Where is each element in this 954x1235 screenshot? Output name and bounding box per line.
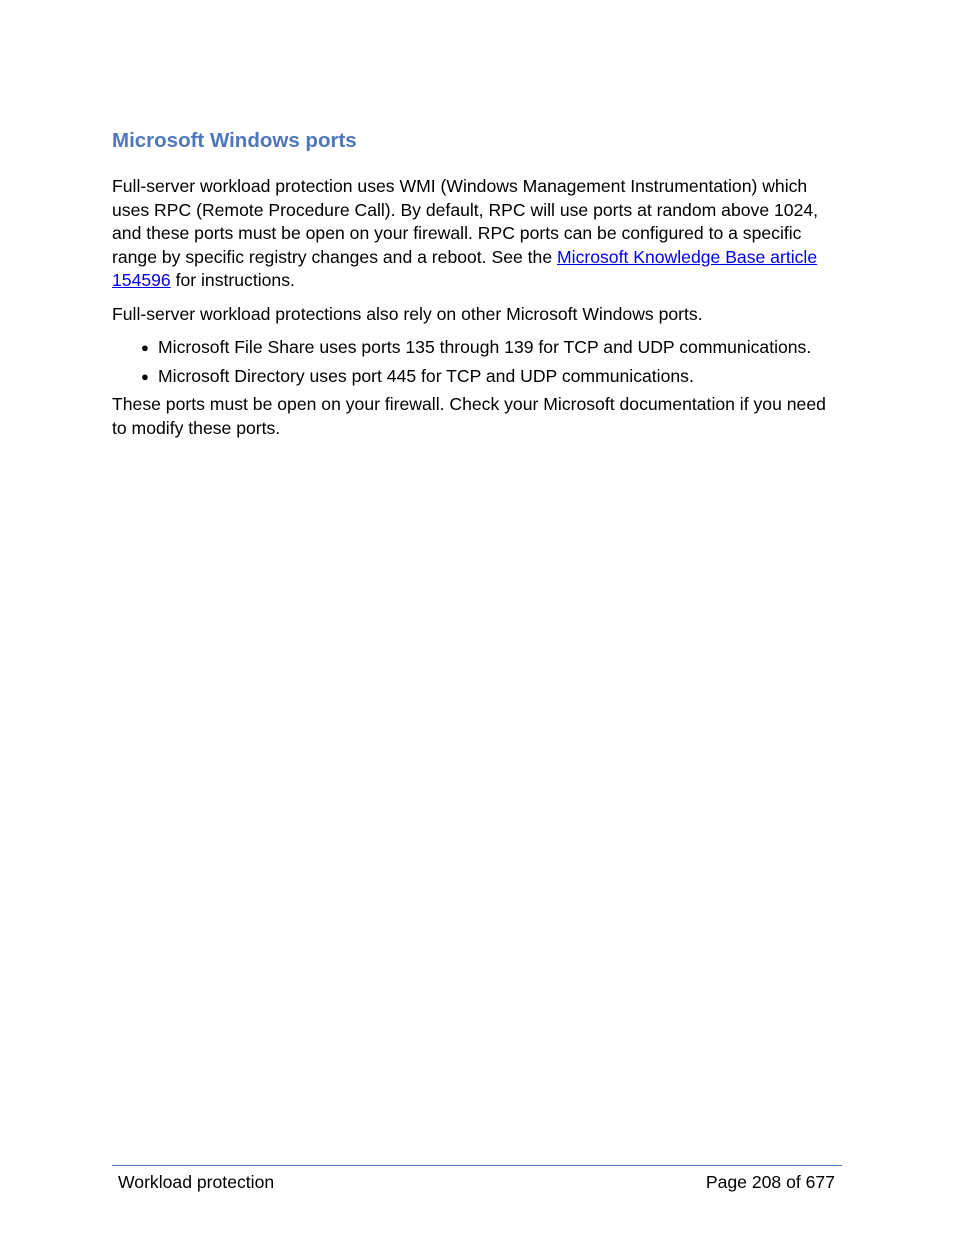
section-heading: Microsoft Windows ports bbox=[112, 129, 357, 152]
intro-paragraph bbox=[112, 175, 834, 293]
footer-section-title: Workload protection bbox=[118, 1172, 275, 1192]
list-item-text: Microsoft File Share uses ports 135 through 139 for TCP and UDP communications. bbox=[158, 337, 812, 357]
bullet-icon: ● bbox=[141, 368, 149, 384]
paragraph-other-ports: Full-server workload protections also rely on other Microsoft Windows ports. bbox=[112, 303, 703, 324]
paragraph-firewall: These ports must be open on your firewall. Check your Microsoft documentation if you need to modify these ports. bbox=[112, 394, 826, 438]
bullet-icon: ● bbox=[141, 340, 149, 355]
list-item bbox=[141, 365, 834, 389]
footer-divider bbox=[112, 1165, 842, 1166]
footer-page-number: Page 208 of 677 bbox=[705, 1172, 835, 1192]
ports-list bbox=[112, 336, 834, 388]
intro-text-before-link: Full-server workload protection uses WMI (Windows Management Instrumentation) which uses RPC (Remote Procedure Call). By default, RPC will use ports at random above 1024, and these ports must be open on your firewall. RPC ports can be configured to a specific range by specific registry changes and a reboot. See the bbox=[112, 176, 819, 267]
knowledge-base-link[interactable]: Microsoft Knowledge Base article 154596 bbox=[112, 246, 818, 290]
list-item bbox=[141, 336, 834, 360]
list-item-text: Microsoft Directory uses port 445 for TCP and UDP communications. bbox=[158, 365, 694, 386]
document-body bbox=[112, 126, 834, 450]
intro-text-after-link: for instructions. bbox=[170, 270, 295, 290]
